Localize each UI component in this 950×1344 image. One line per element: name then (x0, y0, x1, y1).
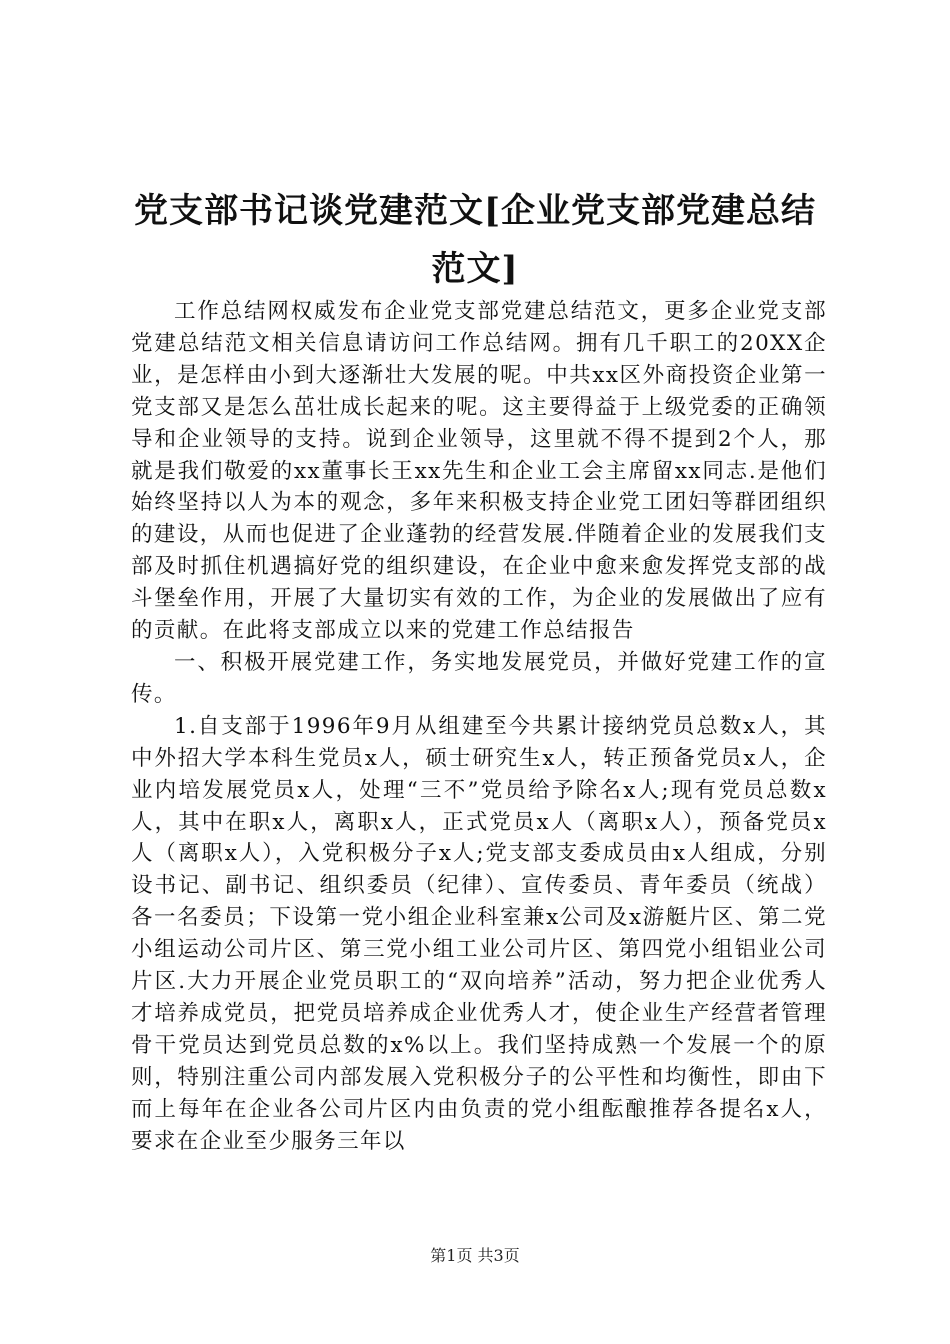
paragraph-item-1: 1.自支部于1996年9月从组建至今共累计接纳党员总数x人，其中外招大学本科生党员x人，硕士研究生x人，转正预备党员x人，企业内培发展党员x人，处理“三不”党员给予除名x人;现有党员总数x人，其中在职x人，离职x人，正式党员x人（离职x人），预备党员x人（离职x人），入党积极分子x人;党支部支委成员由x人组成，分别设书记、副书记、组织委员（纪律）、宣传委员、青年委员（统战）各一名委员；下设第一党小组企业科室兼x公司及x游艇片区、第二党小组运动公司片区、第三党小组工业公司片区、第四党小组铝业公司片区.大力开展企业党员职工的“双向培养”活动，努力把企业优秀人才培养成党员，把党员培养成企业优秀人才，使企业生产经营者管理骨干党员达到党员总数的x%以上。我们坚持成熟一个发展一个的原则，特别注重公司内部发展入党积极分子的公平性和均衡性，即由下而上每年在企业各公司片区内由负责的党小组酝酿推荐各提名x人，要求在企业至少服务三年以 (131, 713, 827, 1154)
paragraph-intro: 工作总结网权威发布企业党支部党建总结范文，更多企业党支部党建总结范文相关信息请访问工作总结网。拥有几千职工的20XX企业，是怎样由小到大逐渐壮大发展的呢。中共xx区外商投资企业第一党支部又是怎么茁壮成长起来的呢。这主要得益于上级党委的正确领导和企业领导的支持。说到企业领导，这里就不得不提到2个人，那就是我们敬爱的xx董事长王xx先生和企业工会主席留xx同志.是他们始终坚持以人为本的观念，多年来积极支持企业党工团妇等群团组织的建设，从而也促进了企业蓬勃的经营发展.伴随着企业的发展我们支部及时抓住机遇搞好党的组织建设，在企业中愈来愈发挥党支部的战斗堡垒作用，开展了大量切实有效的工作，为企业的发展做出了应有的贡献。在此将支部成立以来的党建工作总结报告 (131, 299, 827, 644)
page-footer: 第1页 共3页 (430, 1246, 520, 1265)
document-body (131, 296, 827, 1157)
paragraph-section-heading: 一、积极开展党建工作，务实地发展党员，并做好党建工作的宣传。 (131, 649, 827, 707)
document-title (120, 182, 830, 298)
title-line-1: 党支部书记谈党建范文[企业党支部党建总结 (133, 191, 817, 231)
title-line-2: 范文] (431, 249, 519, 289)
